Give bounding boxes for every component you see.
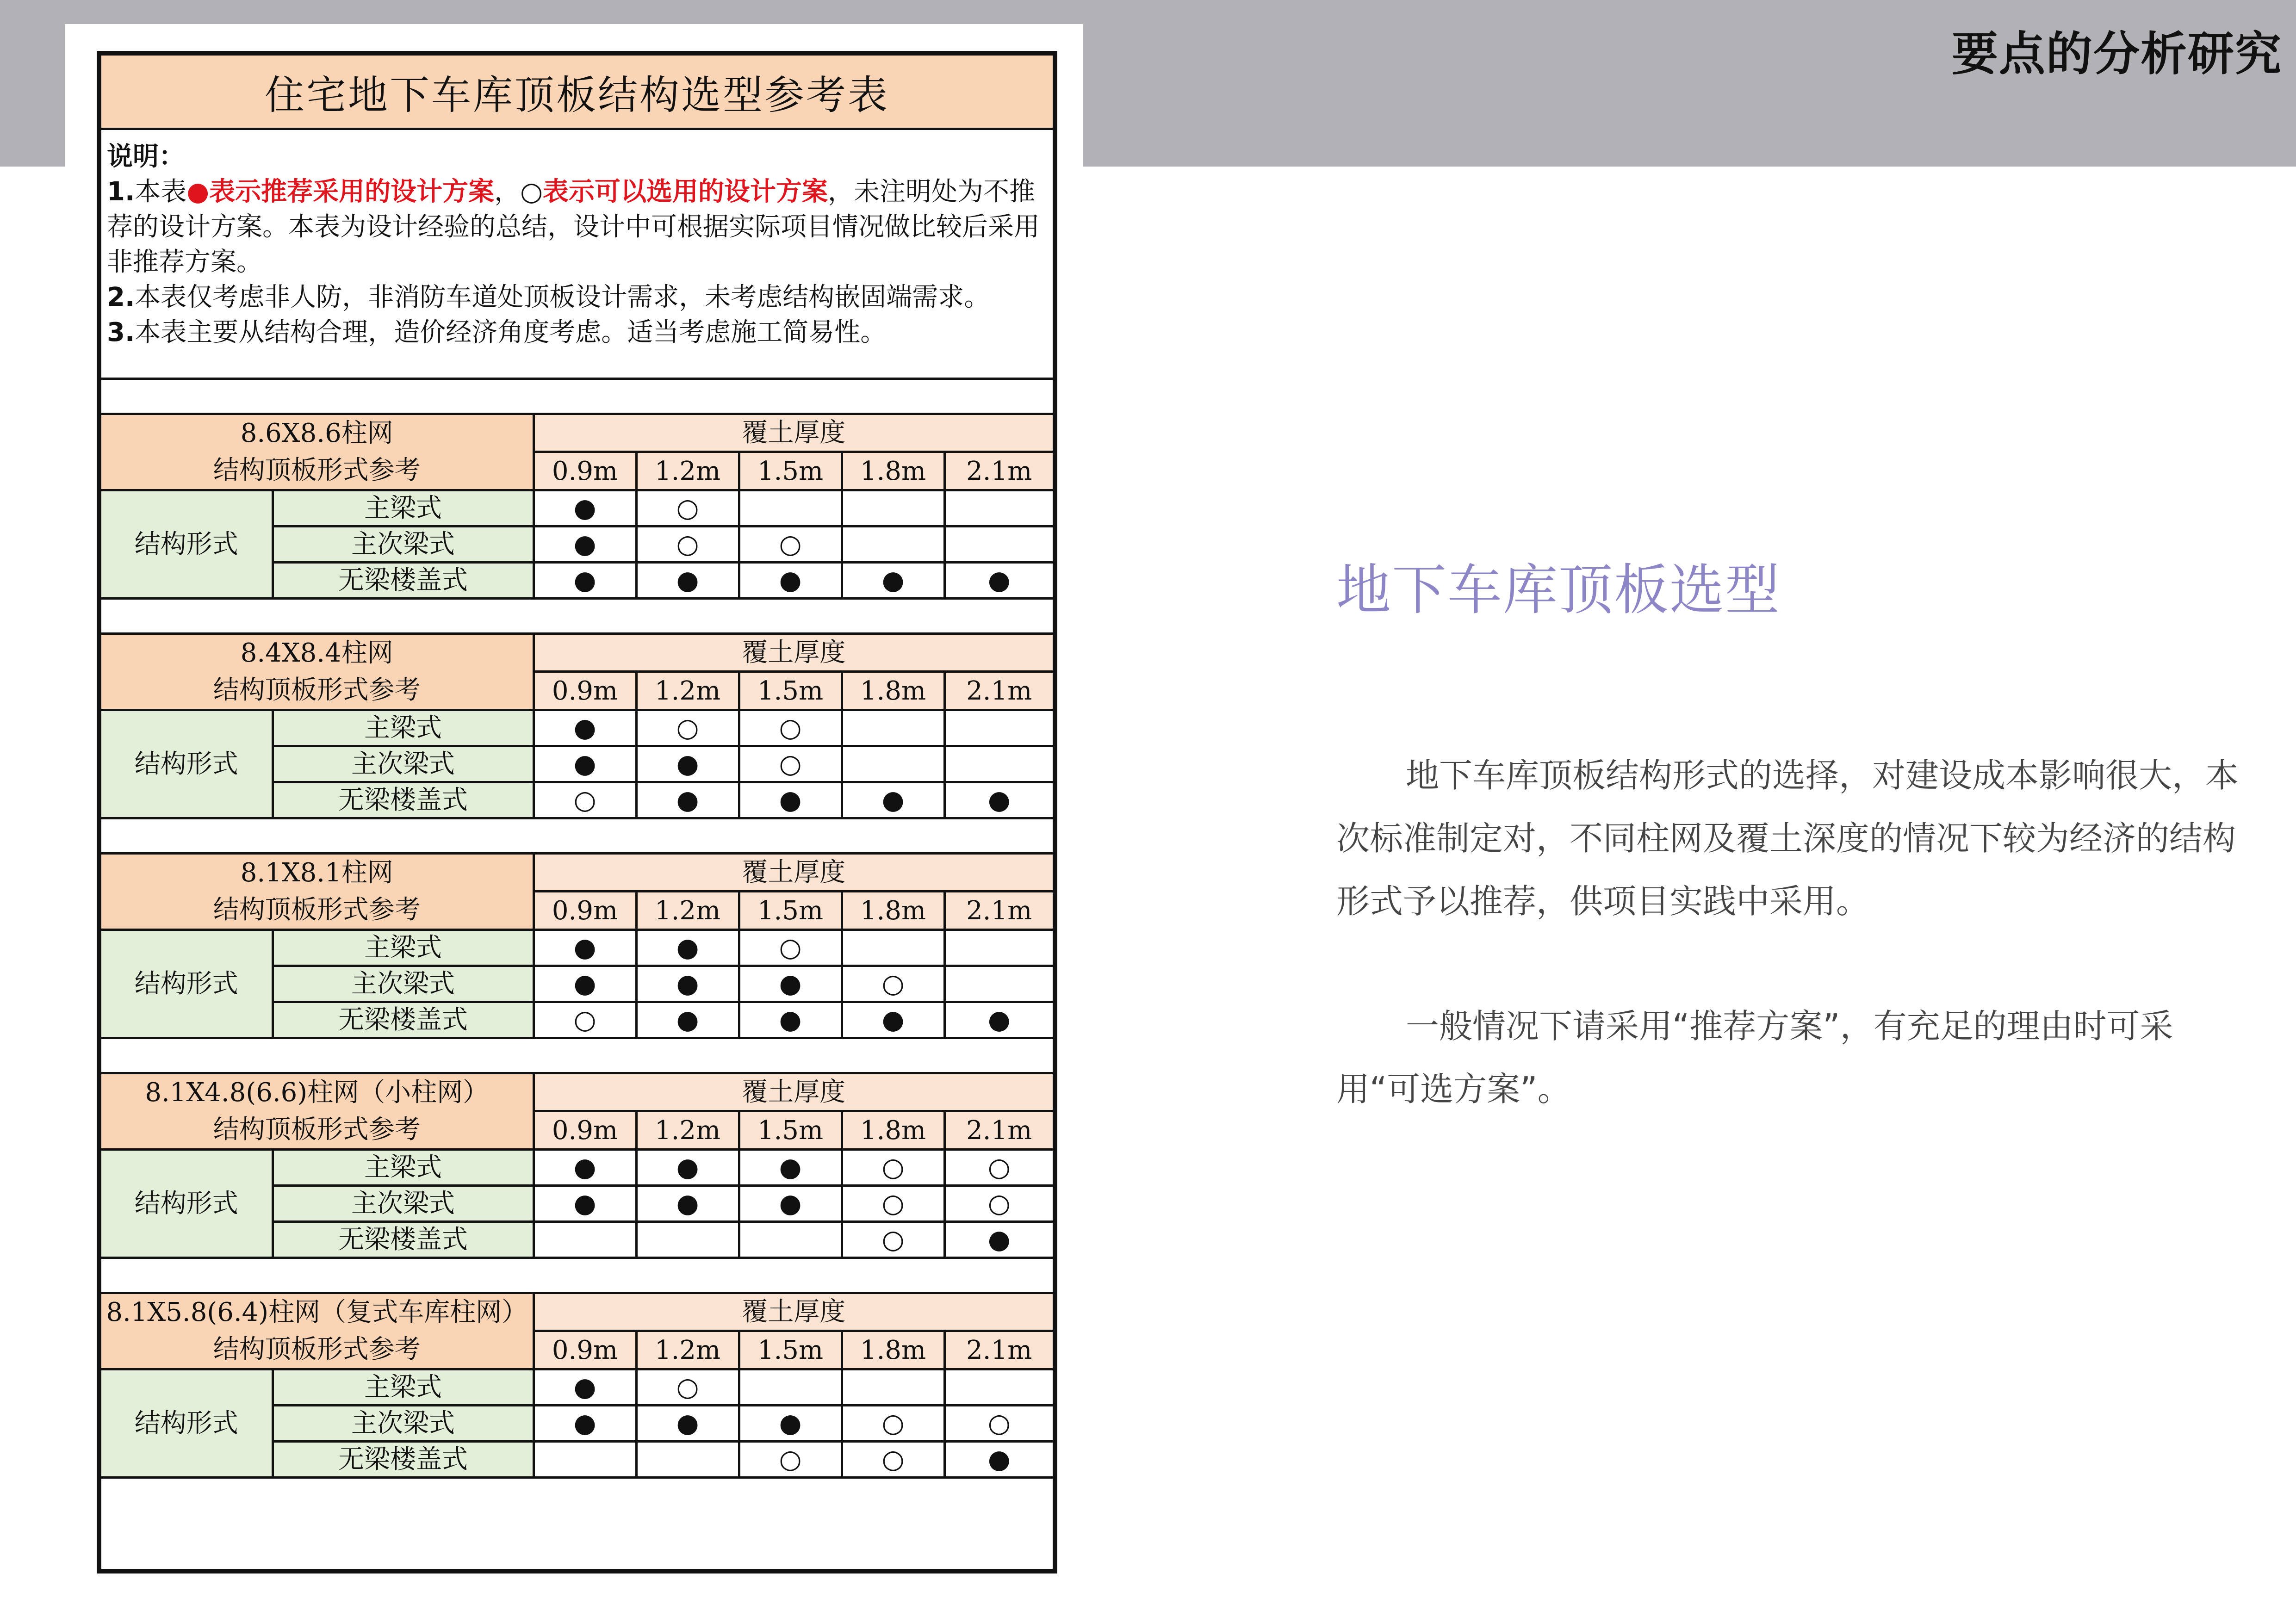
grid-table-5 xyxy=(101,1294,1053,1479)
recommendation-cell: ● xyxy=(534,710,636,746)
table-spacer xyxy=(101,819,1053,855)
thickness-header: 0.9m xyxy=(534,1331,636,1369)
recommendation-cell: ○ xyxy=(944,1150,1053,1186)
table-header-cell xyxy=(101,855,534,930)
recommendation-cell: ○ xyxy=(842,1442,944,1478)
thickness-header: 1.2m xyxy=(636,1331,739,1369)
recommendation-cell xyxy=(944,746,1053,782)
soil-label: 覆土厚度 xyxy=(534,1074,1053,1111)
table-header-cell xyxy=(101,635,534,710)
recommendation-cell: ● xyxy=(739,563,842,599)
form-label: 结构形式 xyxy=(101,1369,273,1478)
thickness-header: 2.1m xyxy=(944,452,1053,490)
grid-table-2 xyxy=(101,635,1053,819)
recommendation-cell: ● xyxy=(534,746,636,782)
recommendation-cell xyxy=(944,527,1053,563)
recommendation-cell: ● xyxy=(636,1002,739,1038)
thickness-header: 1.5m xyxy=(739,672,842,710)
thickness-header: 2.1m xyxy=(944,672,1053,710)
form-type: 无梁楼盖式 xyxy=(273,1222,534,1258)
thickness-header: 1.8m xyxy=(842,1331,944,1369)
recommendation-cell xyxy=(842,527,944,563)
thickness-header: 1.5m xyxy=(739,1111,842,1150)
recommendation-cell xyxy=(636,1222,739,1258)
grid-table-3 xyxy=(101,855,1053,1039)
recommendation-cell: ● xyxy=(636,930,739,966)
grid-table-4 xyxy=(101,1074,1053,1259)
table-spacer xyxy=(101,1479,1053,1514)
form-label: 结构形式 xyxy=(101,710,273,818)
form-type: 无梁楼盖式 xyxy=(273,1442,534,1478)
recommendation-cell: ○ xyxy=(842,1406,944,1442)
recommendation-cell: ● xyxy=(534,966,636,1002)
recommendation-cell: ○ xyxy=(842,1150,944,1186)
grid-label: 8.1X8.1柱网 xyxy=(240,858,393,888)
recommendation-cell: ● xyxy=(636,1406,739,1442)
recommendation-cell: ● xyxy=(534,1406,636,1442)
paragraph-1: 地下车库顶板结构形式的选择，对建设成本影响很大，本次标准制定对，不同柱网及覆土深度的情况下较为经济的结构形式予以推荐，供项目实践中采用。 xyxy=(1336,756,2239,921)
form-type: 无梁楼盖式 xyxy=(273,782,534,818)
table-spacer xyxy=(101,1259,1053,1294)
sub-label: 结构顶板形式参考 xyxy=(213,1115,421,1145)
thickness-header: 1.2m xyxy=(636,452,739,490)
recommendation-cell: ○ xyxy=(944,1406,1053,1442)
recommendation-cell: ● xyxy=(534,930,636,966)
recommendation-cell: ● xyxy=(636,782,739,818)
sub-label: 结构顶板形式参考 xyxy=(213,455,421,485)
recommendation-cell xyxy=(944,966,1053,1002)
recommendation-cell xyxy=(739,490,842,527)
thickness-header: 1.2m xyxy=(636,672,739,710)
recommendation-cell: ○ xyxy=(842,1222,944,1258)
recommendation-cell xyxy=(739,1222,842,1258)
recommendation-cell: ● xyxy=(739,1150,842,1186)
grid-label: 8.4X8.4柱网 xyxy=(240,638,393,668)
thickness-header: 1.2m xyxy=(636,1111,739,1150)
recommendation-cell xyxy=(842,710,944,746)
soil-label: 覆土厚度 xyxy=(534,855,1053,892)
thickness-header: 1.8m xyxy=(842,672,944,710)
recommendation-cell: ● xyxy=(534,1369,636,1406)
form-type: 无梁楼盖式 xyxy=(273,1002,534,1038)
recommendation-cell xyxy=(739,1369,842,1406)
recommendation-cell: ○ xyxy=(534,782,636,818)
thickness-header: 1.8m xyxy=(842,892,944,930)
note-2: 2.本表仅考虑非人防，非消防车道处顶板设计需求，未考虑结构嵌固端需求。 xyxy=(107,282,990,312)
table-header-cell xyxy=(101,1294,534,1369)
form-type: 主梁式 xyxy=(273,490,534,527)
recommendation-cell: ● xyxy=(739,1002,842,1038)
form-type: 主梁式 xyxy=(273,710,534,746)
form-type: 主次梁式 xyxy=(273,527,534,563)
recommendation-cell xyxy=(944,490,1053,527)
recommendation-cell: ● xyxy=(842,782,944,818)
soil-label: 覆土厚度 xyxy=(534,415,1053,452)
grid-table-1 xyxy=(101,415,1053,600)
recommendation-cell: ● xyxy=(842,1002,944,1038)
recommendation-cell xyxy=(944,930,1053,966)
form-type: 无梁楼盖式 xyxy=(273,563,534,599)
form-type: 主梁式 xyxy=(273,1369,534,1406)
table-header-cell xyxy=(101,415,534,490)
recommendation-cell xyxy=(842,490,944,527)
recommendation-cell: ● xyxy=(636,563,739,599)
sub-label: 结构顶板形式参考 xyxy=(213,675,421,705)
section-title: 地下车库顶板选型 xyxy=(1336,558,1781,622)
thickness-header: 0.9m xyxy=(534,672,636,710)
form-type: 主次梁式 xyxy=(273,1406,534,1442)
recommendation-cell: ● xyxy=(944,1222,1053,1258)
thickness-header: 0.9m xyxy=(534,892,636,930)
recommendation-cell: ○ xyxy=(636,490,739,527)
recommendation-cell: ○ xyxy=(944,1186,1053,1222)
recommendation-cell xyxy=(534,1222,636,1258)
recommendation-cell: ● xyxy=(636,1150,739,1186)
recommendation-cell: ○ xyxy=(739,710,842,746)
recommendation-cell: ● xyxy=(944,782,1053,818)
recommendation-cell xyxy=(842,746,944,782)
soil-label: 覆土厚度 xyxy=(534,635,1053,672)
recommendation-cell: ○ xyxy=(534,1002,636,1038)
recommendation-cell: ● xyxy=(534,527,636,563)
thickness-header: 1.5m xyxy=(739,1331,842,1369)
recommendation-cell: ● xyxy=(739,966,842,1002)
recommendation-cell: ● xyxy=(534,563,636,599)
recommendation-cell: ● xyxy=(739,1186,842,1222)
recommendation-cell: ● xyxy=(842,563,944,599)
recommendation-cell: ○ xyxy=(842,1186,944,1222)
thickness-header: 2.1m xyxy=(944,1111,1053,1150)
recommendation-cell: ○ xyxy=(739,1442,842,1478)
recommendation-cell: ● xyxy=(534,490,636,527)
form-label: 结构形式 xyxy=(101,930,273,1038)
grid-label: 8.6X8.6柱网 xyxy=(240,418,393,448)
recommendation-cell: ○ xyxy=(739,746,842,782)
recommendation-cell: ● xyxy=(739,1406,842,1442)
recommendation-cell: ● xyxy=(636,966,739,1002)
thickness-header: 1.2m xyxy=(636,892,739,930)
recommendation-cell: ○ xyxy=(636,710,739,746)
recommendation-cell xyxy=(842,1369,944,1406)
grid-label: 8.1X4.8(6.6)柱网（小柱网） xyxy=(145,1078,489,1108)
notes-heading: 说明： xyxy=(107,142,185,172)
form-type: 主梁式 xyxy=(273,1150,534,1186)
recommendation-cell: ● xyxy=(944,1442,1053,1478)
thickness-header: 0.9m xyxy=(534,452,636,490)
thickness-header: 1.5m xyxy=(739,892,842,930)
thickness-header: 1.5m xyxy=(739,452,842,490)
recommendation-cell: ○ xyxy=(739,930,842,966)
recommendation-cell: ● xyxy=(534,1150,636,1186)
form-type: 主次梁式 xyxy=(273,966,534,1002)
soil-label: 覆土厚度 xyxy=(534,1294,1053,1331)
note-3: 3.本表主要从结构合理，造价经济角度考虑。适当考虑施工简易性。 xyxy=(107,317,887,347)
recommendation-cell xyxy=(534,1442,636,1478)
table-spacer xyxy=(101,380,1053,415)
form-type: 主次梁式 xyxy=(273,1186,534,1222)
recommendation-cell: ● xyxy=(636,746,739,782)
thickness-header: 2.1m xyxy=(944,892,1053,930)
thickness-header: 0.9m xyxy=(534,1111,636,1150)
sub-label: 结构顶板形式参考 xyxy=(213,1334,421,1364)
recommendation-cell: ● xyxy=(944,563,1053,599)
form-label: 结构形式 xyxy=(101,1150,273,1258)
form-type: 主次梁式 xyxy=(273,746,534,782)
form-label: 结构形式 xyxy=(101,490,273,599)
notes-block xyxy=(101,130,1053,380)
recommendation-cell: ● xyxy=(636,1186,739,1222)
recommendation-cell: ● xyxy=(739,782,842,818)
recommendation-cell: ● xyxy=(534,1186,636,1222)
form-type: 主梁式 xyxy=(273,930,534,966)
recommendation-cell xyxy=(944,710,1053,746)
table-spacer xyxy=(101,600,1053,635)
sheet-title: 住宅地下车库顶板结构选型参考表 xyxy=(101,56,1053,130)
grid-label: 8.1X5.8(6.4)柱网（复式车库柱网） xyxy=(106,1297,528,1327)
thickness-header: 1.8m xyxy=(842,452,944,490)
recommendation-cell: ○ xyxy=(636,1369,739,1406)
reference-table-sheet xyxy=(97,51,1057,1573)
table-header-cell xyxy=(101,1074,534,1150)
tables-container xyxy=(101,380,1053,1514)
recommendation-cell xyxy=(944,1369,1053,1406)
recommendation-cell xyxy=(636,1442,739,1478)
thickness-header: 1.8m xyxy=(842,1111,944,1150)
paragraph-2: 一般情况下请采用“推荐方案”，有充足的理由时可采用“可选方案”。 xyxy=(1336,1007,2173,1109)
page-header-title: 要点的分析研究 xyxy=(1952,27,2282,81)
recommendation-cell: ● xyxy=(944,1002,1053,1038)
thickness-header: 2.1m xyxy=(944,1331,1053,1369)
recommendation-cell xyxy=(842,930,944,966)
recommendation-cell: ○ xyxy=(842,966,944,1002)
note-1: 1.本表●表示推荐采用的设计方案，○表示可以选用的设计方案，未注明处为不推荐的设计方案。本表为设计经验的总结，设计中可根据实际项目情况做比较后采用非推荐方案。 xyxy=(107,177,1040,277)
recommendation-cell: ○ xyxy=(636,527,739,563)
table-spacer xyxy=(101,1039,1053,1074)
recommendation-cell: ○ xyxy=(739,527,842,563)
sub-label: 结构顶板形式参考 xyxy=(213,895,421,925)
